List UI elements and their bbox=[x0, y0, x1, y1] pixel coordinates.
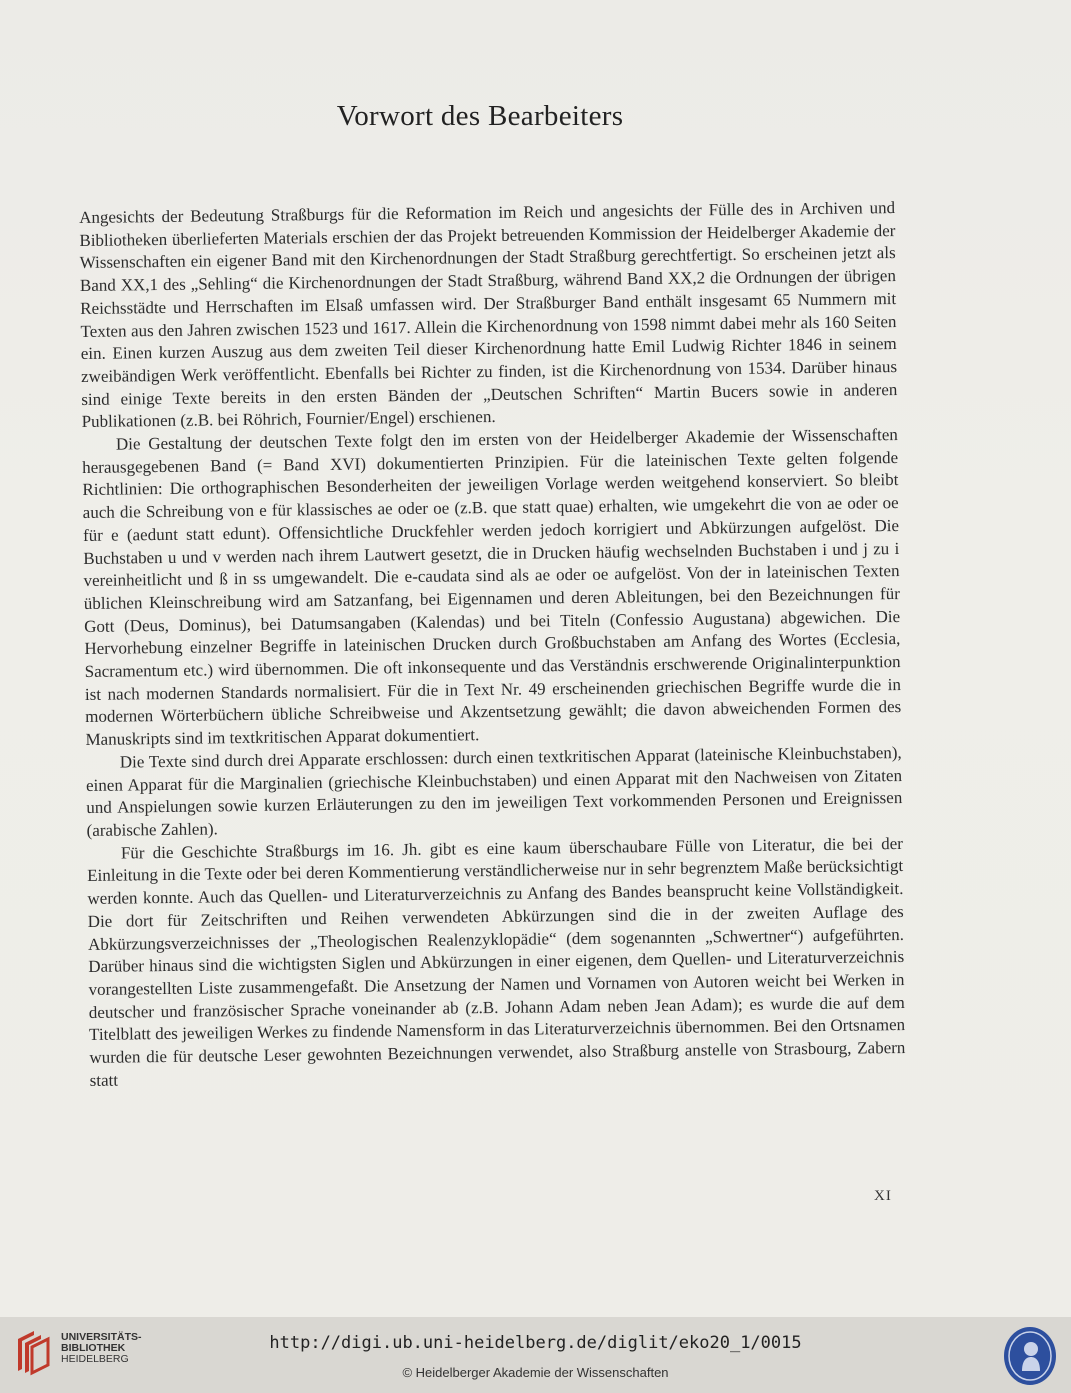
copyright-notice: © Heidelberger Akademie der Wissenschaften bbox=[402, 1365, 669, 1380]
library-name-line: UNIVERSITÄTS- bbox=[61, 1331, 142, 1343]
page-title: Vorwort des Bearbeiters bbox=[336, 100, 624, 132]
paragraph: Die Gestaltung der deutschen Texte folgt den im ersten von der Heidelberger Akademie der Wissenschaften herausgegebenen Band (= Band XVI) dokumentierten Prinzipien. Für die lateinischen Texte gelten folgende Richtlinien: Die orthographischen Besonderheiten der jeweiligen Vorlage werden weitgehend konserviert. So bleibt auch die Schreibung von e für klassisches ae oder oe (z.B. que statt quae) erhalten, wie umgekehrt die von ae oder oe für e (aedunt statt edunt). Offensichtliche Druckfehler werden jedoch korrigiert und Abkürzungen aufgelöst. Die Buchstaben u und v werden nach ihrem Lautwert gesetzt, die in Drucken häufig wechselnden Buchstaben i und j zu i vereinheitlicht und ß in ss umgewandelt. Die e-caudata sind als ae oder oe aufgelöst. Von der in lateinischen Texten üblichen Kleinschreibung wird am Satzanfang, bei Eigennamen und deren Ableitungen, bei den Bezeichnungen für Gott (Deus, Dominus), bei Datumsangaben (Kalendas) und bei Titeln (Confessio Augustana) abgewichen. Die Hervorhebung einzelner Begriffe in lateinischen Drucken durch Großbuchstaben am Anfang des Wortes (Ecclesia, Sacramentum etc.) wird übernommen. Die oft inkonsequente und das Verständnis erschwerende Originalinterpunktion ist nach modernen Standards normalisiert. Für die in Text Nr. 49 erscheinenden griechischen Begriffe wurde die in modernen Wörterbüchern übliche Schreibweise und Akzentsetzung gewählt; die davon abweichenden Formen des Manuskripts sind im textkritischen Apparat dokumentiert. bbox=[82, 425, 902, 750]
viewer-footer bbox=[0, 1317, 1071, 1393]
permalink-url[interactable]: http://digi.ub.uni-heidelberg.de/diglit/eko20_1/0015 bbox=[269, 1333, 802, 1353]
paragraph: Für die Geschichte Straßburgs im 16. Jh. gibt es eine kaum überschaubare Fülle von Literatur, die bei der Einleitung in die Texte oder bei deren Kommentierung verständlicherweise nur in sehr begrenztem Maße berücksichtigt werden konnte. Auch das Quellen- und Literaturverzeichnis zu Anfang des Bandes beansprucht keine Vollständigkeit. Die dort für Zeitschriften und Reihen verwendeten Abkürzungen sind die in der zweiten Auflage des Abkürzungsverzeichnisses der „Theologischen Realenzyklopädie“ (dem sogenannten „Schwertner“) aufgeführten. Darüber hinaus sind die wichtigsten Siglen und Abkürzungen in einer eigenen, dem Quellen- und Literaturverzeichnis vorangestellten Liste zusammengefaßt. Die Ansetzung der Namen und Vornamen von Autoren weicht bei Werken in deutscher und französischer Sprache voneinander ab (z.B. Johann Adam neben Jean Adam); es wurde die auf dem Titelblatt des jeweiligen Werkes zu findende Namensform in das Literaturverzeichnis übernommen. Bei den Ortsnamen wurden die für deutsche Leser gewohnten Bezeichnungen verwendet, also Straßburg anstelle von Strasbourg, Zabern statt bbox=[87, 833, 906, 1090]
body-text bbox=[79, 197, 906, 1092]
academy-seal-icon bbox=[1002, 1325, 1058, 1387]
page-number: XI bbox=[874, 1188, 892, 1204]
library-name-line: BIBLIOTHEK bbox=[61, 1342, 126, 1354]
paragraph: Angesichts der Bedeutung Straßburgs für die Reformation im Reich und angesichts der Fülle des in Archiven und Bibliotheken überlieferten Materials erschien der das Projekt betreuenden Kommission der Heidelberger Akademie der Wissenschaften ein eigener Band mit den Kirchenordnungen der Stadt Straßburg gerechtfertigt. So erscheinen jetzt als Band XX,1 des „Sehling“ die Kirchenordnungen der Stadt Straßburg, während Band XX,2 die Ordnungen der übrigen Reichsstädte und Herrschaften im Elsaß umfassen wird. Der Straßburger Band enthält insgesamt 65 Nummern mit Texten aus den Jahren zwischen 1523 und 1617. Allein die Kirchenordnung von 1598 nimmt dabei mehr als 160 Seiten ein. Einen kurzen Auszug aus dem zweiten Teil dieser Kirchenordnung hatte Emil Ludwig Richter 1846 in seinem zweibändigen Werk veröffentlicht. Ebenfalls bei Richter zu finden, ist die Kirchenordnung von 1534. Darüber hinaus sind einige Texte bereits in den ersten Bänden der „Deutschen Schriften“ Martin Bucers sowie in anderen Publikationen (z.B. bei Röhrich, Fournier/Engel) erschienen. bbox=[79, 198, 898, 432]
paragraph: Die Texte sind durch drei Apparate erschlossen: durch einen textkritischen Apparat (lateinische Kleinbuchstaben), einen Apparat für die Marginalien (griechische Kleinbuchstaben) und einen Apparat mit den Nachweisen von Zitaten und Anspielungen sowie kurzen Erläuterungen zu den im jeweiligen Text vorkommenden Personen und Ereignissen (arabische Zahlen). bbox=[85, 742, 903, 840]
library-name-line: HEIDELBERG bbox=[61, 1353, 129, 1365]
